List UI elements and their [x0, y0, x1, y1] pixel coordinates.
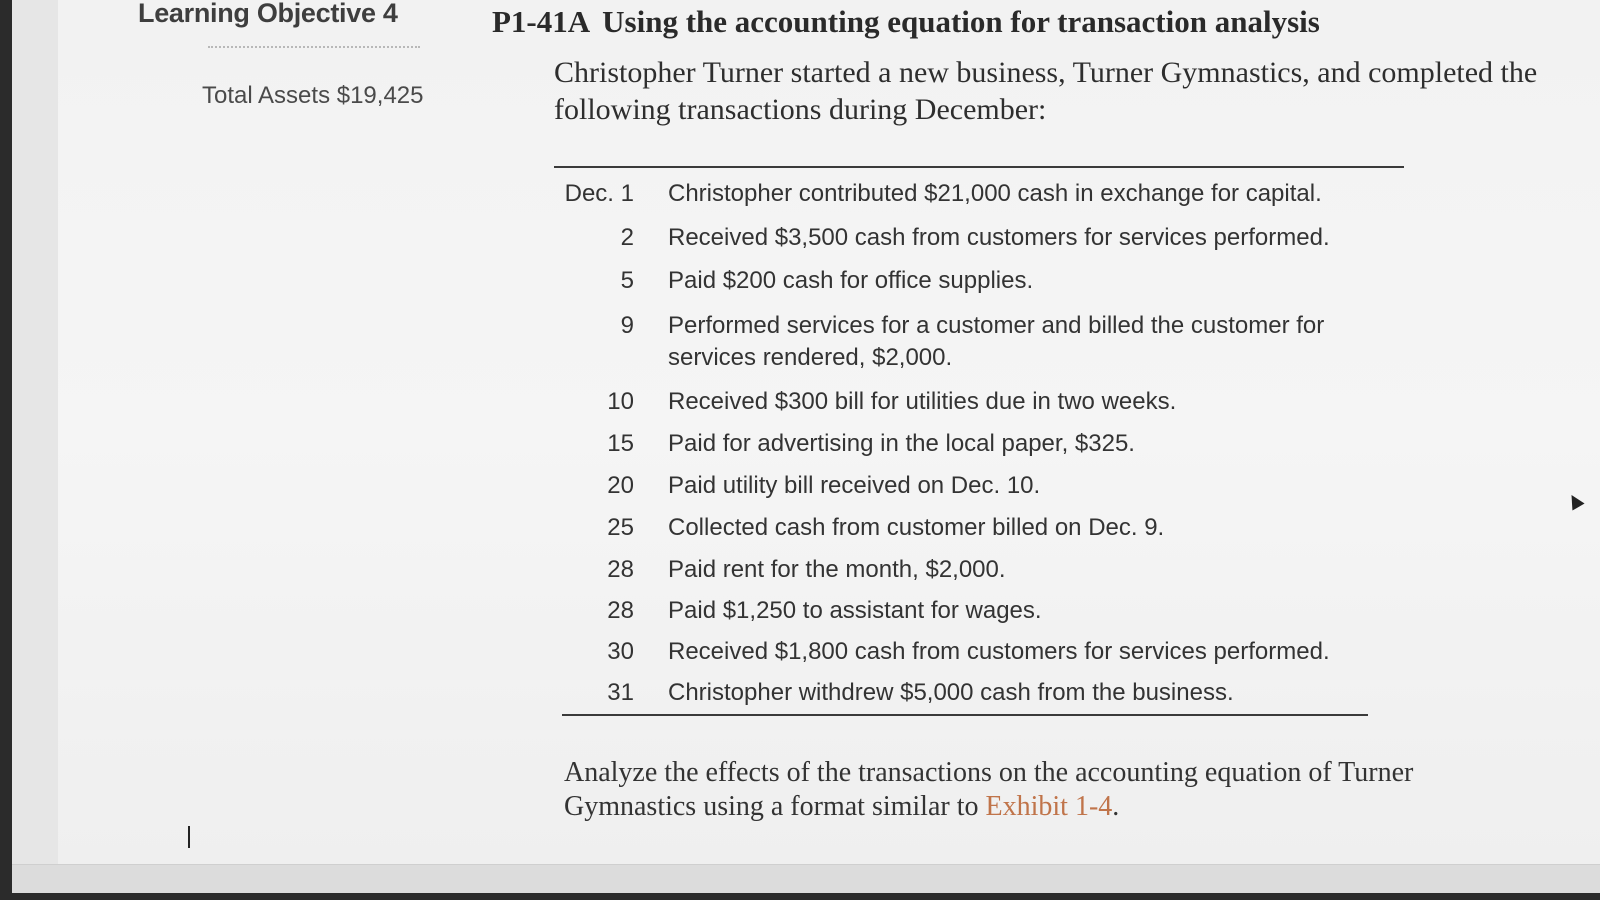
transaction-date: 31: [607, 679, 634, 706]
problem-title: [492, 4, 1320, 40]
textbook-page: [58, 0, 1600, 865]
screen: [12, 0, 1600, 893]
transaction-description: Received $300 bill for utilities due in two weeks.: [668, 388, 1177, 415]
transaction-date: 28: [607, 556, 634, 583]
transaction-description: Received $3,500 cash from customers for services performed.: [668, 224, 1330, 251]
transaction-description: Paid utility bill received on Dec. 10.: [668, 472, 1041, 499]
transaction-description: Performed services for a customer and billed the customer for services rendered, $2,000.: [668, 312, 1325, 371]
exhibit-link[interactable]: Exhibit 1-4: [985, 791, 1113, 822]
left-margin-strip: [12, 0, 59, 893]
transaction-date: 20: [607, 472, 634, 499]
transaction-description: Paid $200 cash for office supplies.: [668, 267, 1034, 294]
task-text: Analyze the effects of the transactions on the accounting equation of Turner Gymnastics using a format similar to: [564, 757, 1414, 822]
transaction-description: Paid for advertising in the local paper, $325.: [668, 430, 1135, 457]
transaction-date: Dec. 1: [564, 180, 634, 207]
bottom-taskbar: [12, 864, 1600, 893]
objective-divider: [208, 46, 420, 48]
task-instructions: [564, 756, 1464, 824]
transaction-date: 10: [607, 388, 634, 415]
transaction-description: Christopher withdrew $5,000 cash from the business.: [668, 679, 1234, 706]
transaction-description: Collected cash from customer billed on Dec. 9.: [668, 514, 1165, 541]
transaction-description: Christopher contributed $21,000 cash in exchange for capital.: [668, 180, 1322, 207]
transaction-description: Paid $1,250 to assistant for wages.: [668, 597, 1042, 624]
text-caret: [188, 826, 190, 848]
total-assets-hint: Total Assets $19,425: [202, 82, 424, 109]
transaction-date: 30: [607, 638, 634, 665]
table-top-rule: [554, 166, 1404, 168]
problem-intro: Christopher Turner started a new business, Turner Gymnastics, and completed the following transactions during December:: [554, 56, 1538, 126]
transaction-date: 28: [607, 597, 634, 624]
task-text-end: .: [1112, 791, 1120, 822]
transaction-description: Received $1,800 cash from customers for services performed.: [668, 638, 1330, 665]
problem-title-text: Using the accounting equation for transaction analysis: [602, 4, 1320, 39]
transaction-date: 15: [607, 430, 634, 457]
transaction-description: Paid rent for the month, $2,000.: [668, 556, 1006, 583]
transaction-date: 25: [607, 514, 634, 541]
transaction-date: 9: [620, 312, 634, 339]
transaction-date: 2: [620, 224, 634, 251]
problem-number: P1-41A: [492, 4, 591, 39]
table-bottom-rule: [562, 714, 1368, 716]
learning-objective-label: Learning Objective 4: [138, 0, 398, 28]
transaction-date: 5: [620, 267, 634, 294]
